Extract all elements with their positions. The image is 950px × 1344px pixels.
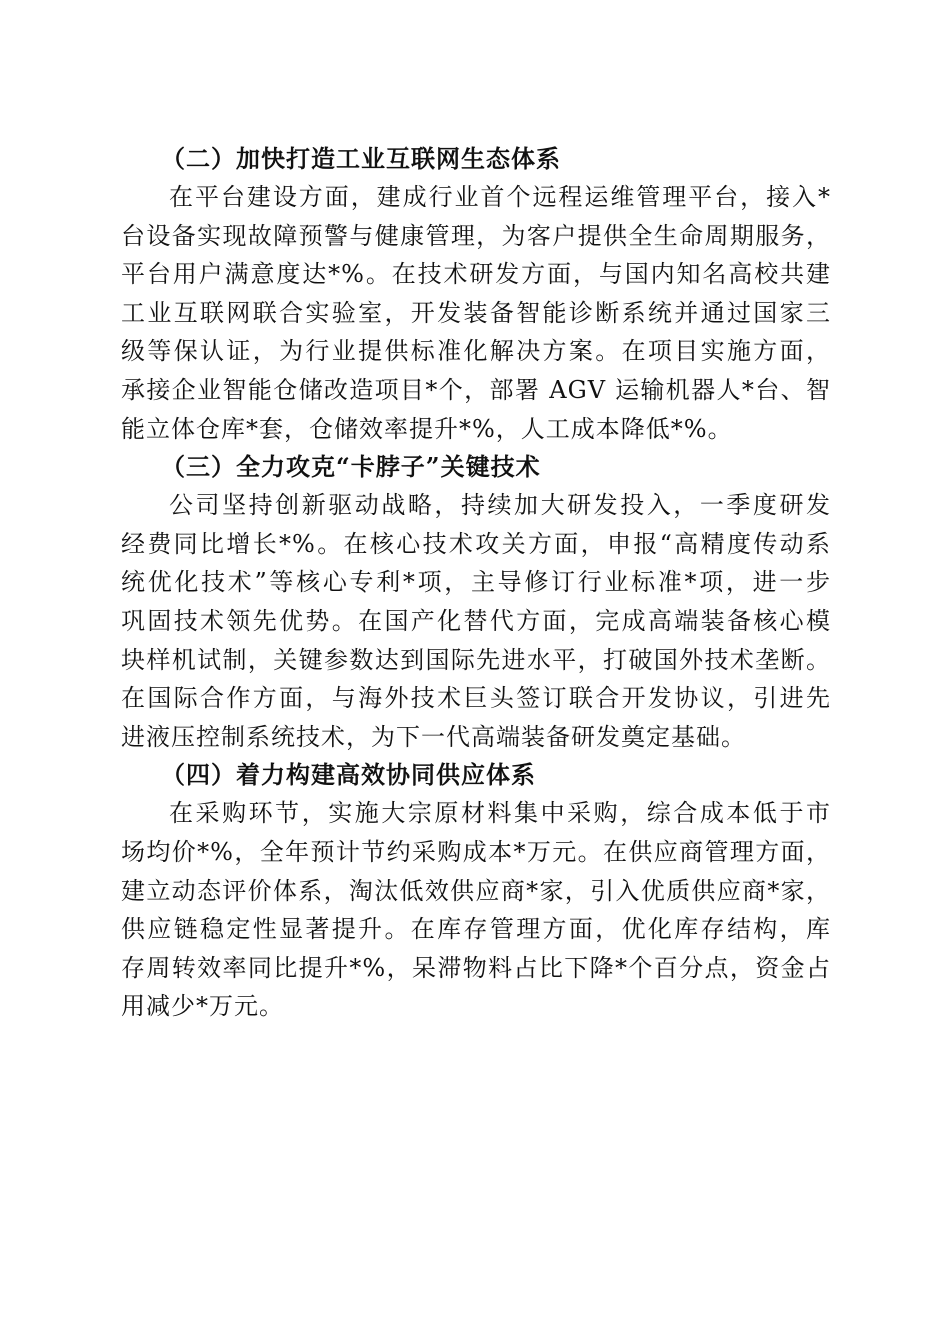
paragraph-line: 进液压控制系统技术，为下一代高端装备研发奠定基础。 (121, 722, 746, 751)
section-2 (121, 140, 831, 448)
document-body (121, 140, 831, 1026)
paragraph-line: 级等保认证，为行业提供标准化解决方案。在项目实施方面， (121, 337, 831, 366)
paragraph-line: 场均价*%，全年预计节约采购成本*万元。在供应商管理方面， (121, 837, 831, 866)
section-heading: （三）全力攻克“卡脖子”关键技术 (161, 452, 541, 482)
section-paragraph (121, 486, 831, 756)
paragraph-line: 巩固技术领先优势。在国产化替代方面，完成高端装备核心模 (121, 606, 831, 635)
paragraph-line: 在采购环节，实施大宗原材料集中采购，综合成本低于市 (169, 799, 831, 828)
paragraph-line: 经费同比增长*%。在核心技术攻关方面，申报“高精度传动系 (121, 529, 831, 558)
paragraph-line: 工业互联网联合实验室，开发装备智能诊断系统并通过国家三 (121, 298, 831, 327)
paragraph-line: 平台用户满意度达*%。在技术研发方面，与国内知名高校共建 (121, 260, 831, 289)
section-paragraph (121, 178, 831, 448)
paragraph-line: 承接企业智能仓储改造项目*个，部署 AGV 运输机器人*台、智 (121, 375, 831, 404)
section-3 (121, 448, 831, 756)
paragraph-line: 块样机试制，关键参数达到国际先进水平，打破国外技术垄断。 (121, 645, 831, 674)
paragraph-line: 用减少*万元。 (121, 992, 284, 1021)
section-heading: （二）加快打造工业互联网生态体系 (161, 144, 561, 173)
paragraph-line: 台设备实现故障预警与健康管理，为客户提供全生命周期服务， (121, 221, 831, 250)
section-4 (121, 756, 831, 1026)
paragraph-line: 供应链稳定性显著提升。在库存管理方面，优化库存结构，库 (121, 915, 831, 944)
paragraph-line: 公司坚持创新驱动战略，持续加大研发投入，一季度研发 (169, 491, 831, 520)
paragraph-line: 能立体仓库*套，仓储效率提升*%，人工成本降低*%。 (121, 414, 733, 443)
paragraph-line: 在国际合作方面，与海外技术巨头签订联合开发协议，引进先 (121, 684, 831, 713)
paragraph-line: 建立动态评价体系，淘汰低效供应商*家，引入优质供应商*家， (121, 876, 831, 905)
section-paragraph (121, 794, 831, 1026)
paragraph-line: 统优化技术”等核心专利*项，主导修订行业标准*项，进一步 (121, 568, 831, 597)
paragraph-line: 在平台建设方面，建成行业首个远程运维管理平台，接入* (169, 183, 831, 211)
paragraph-line: 存周转效率同比提升*%，呆滞物料占比下降*个百分点，资金占 (121, 953, 831, 982)
section-heading: （四）着力构建高效协同供应体系 (161, 760, 536, 790)
